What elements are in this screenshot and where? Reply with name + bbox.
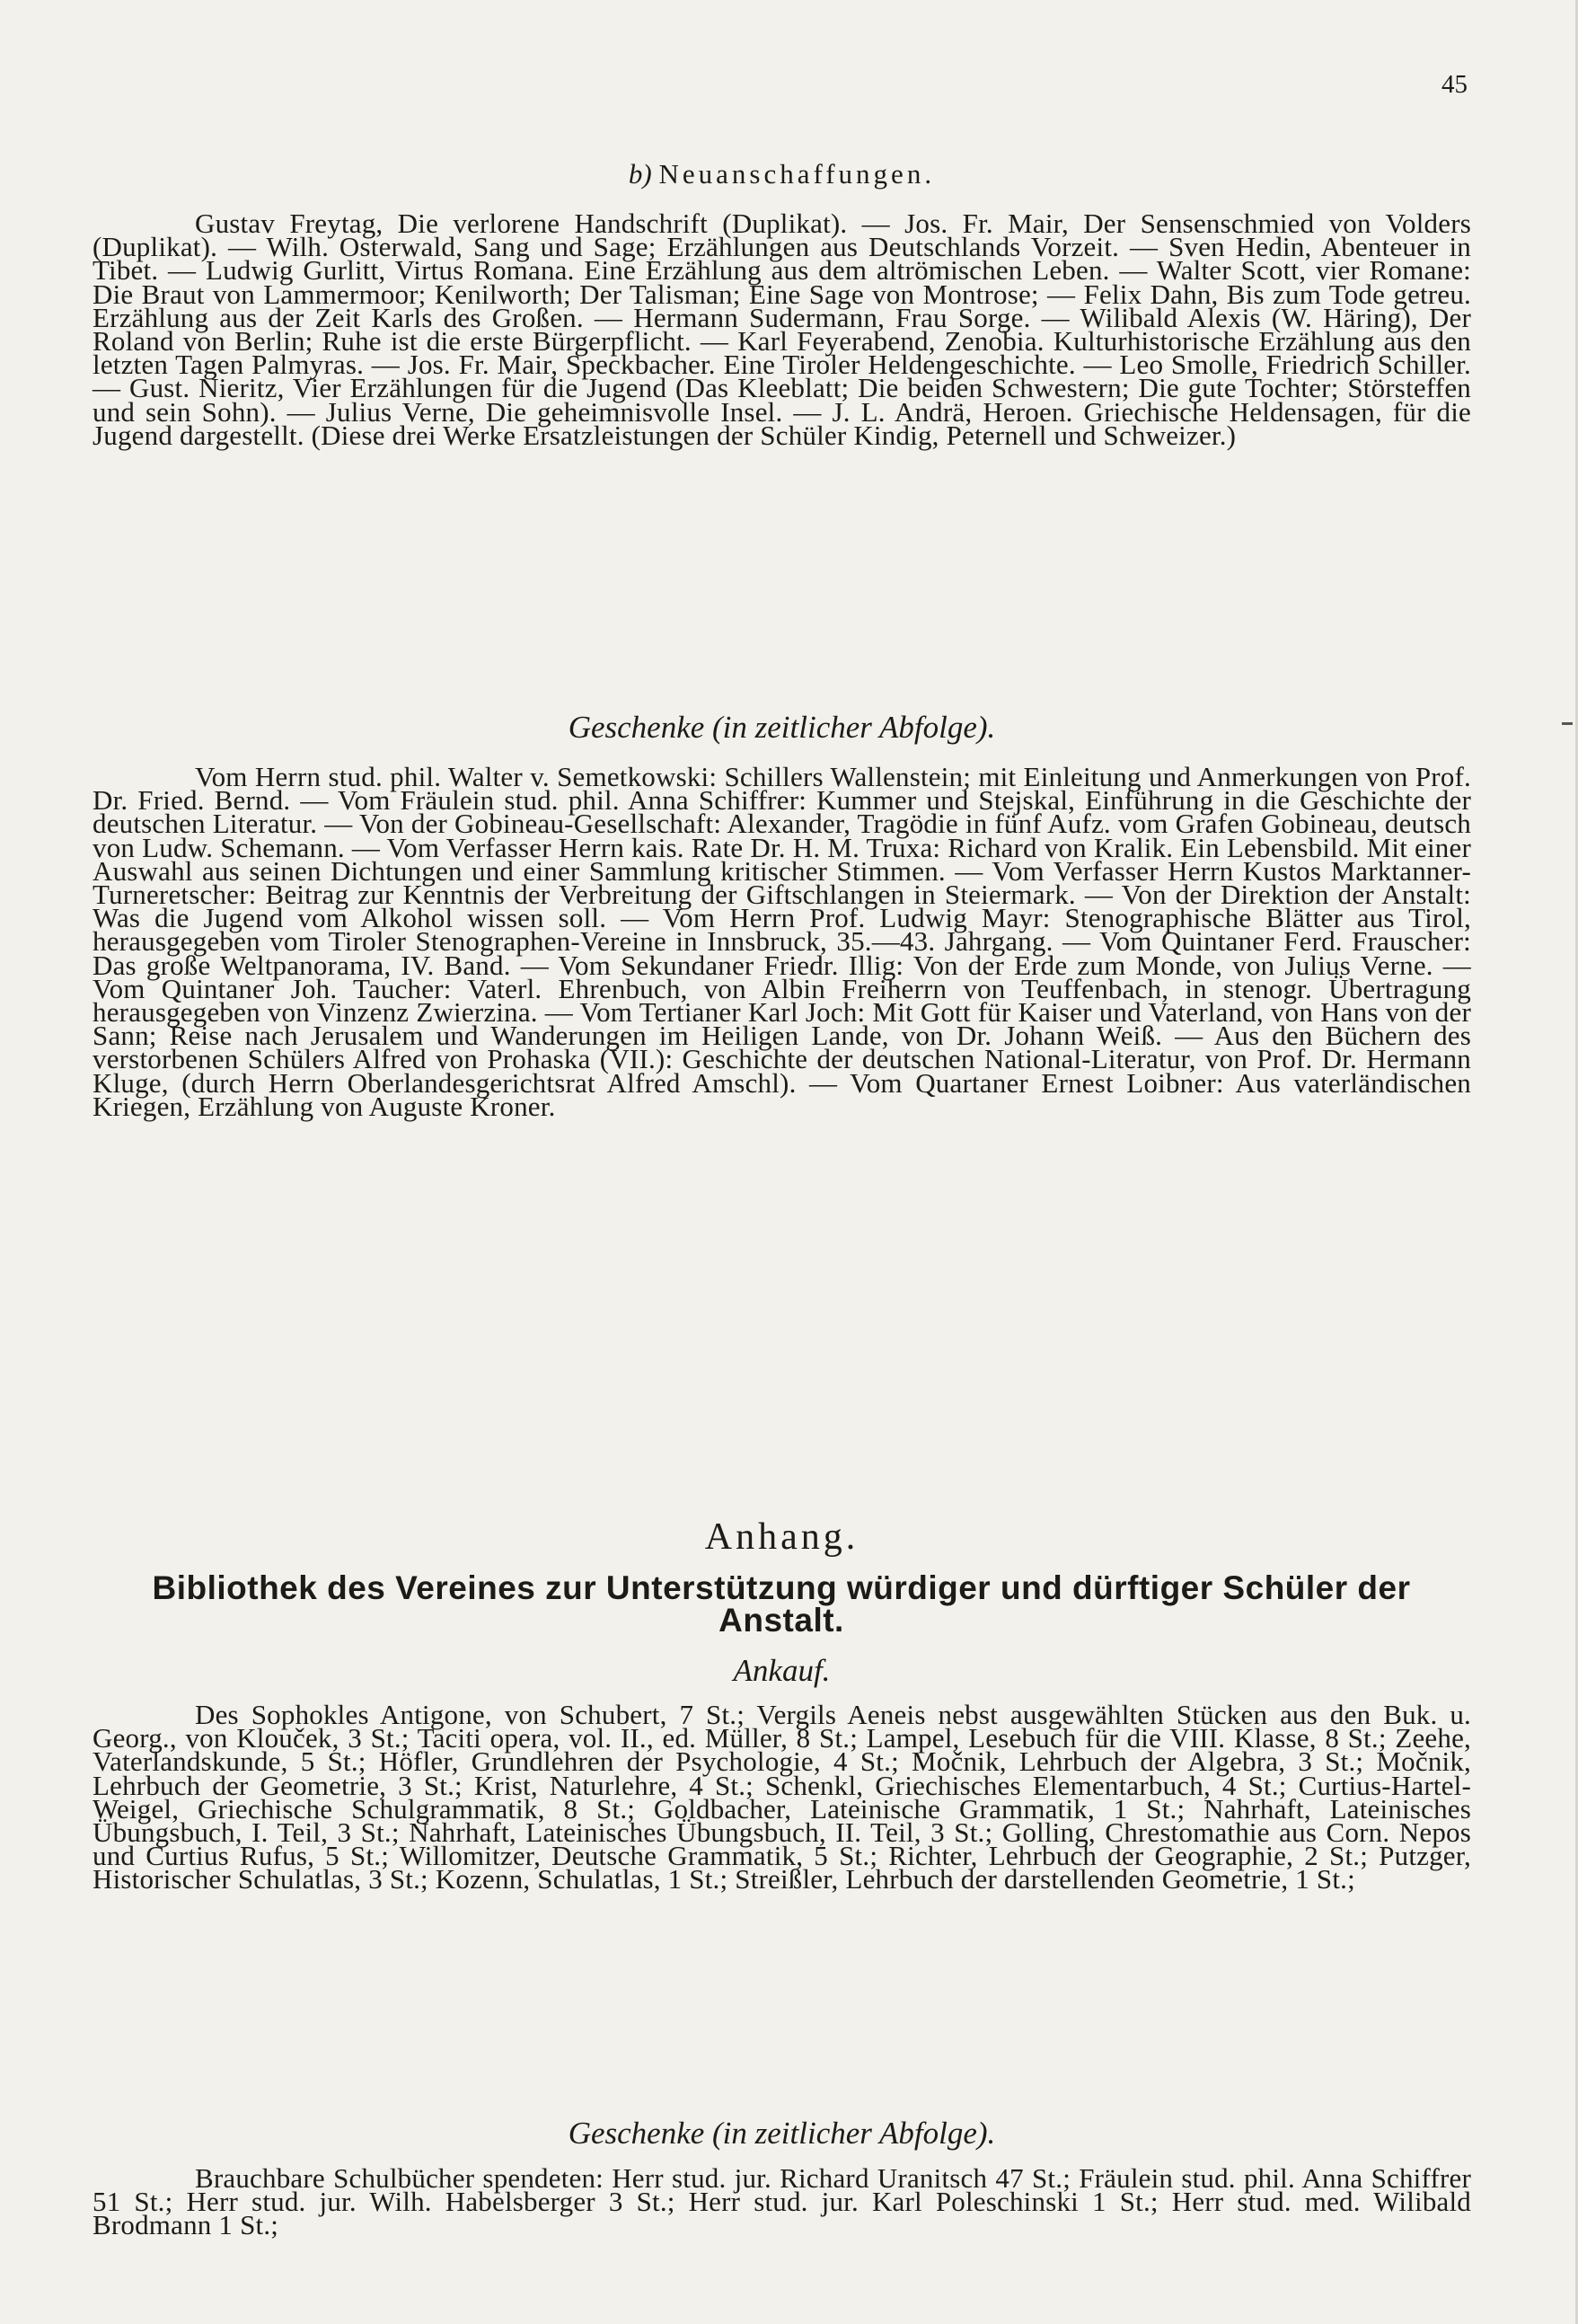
paragraph-geschenke-1: Vom Herrn stud. phil. Walter v. Semetkowski: Schillers Wallenstein; mit Einleitung und Anmerkungen von Prof. Dr. Fried. Bernd. — Vom Fräulein stud. phil. Anna Schiffrer: Kummer und Stejskal, Einführung in die Geschichte der deutschen Literatur. — Von der Gobineau-Gesellschaft: Alexander, Tragödie in fünf Aufz. vom Grafen Gobineau, deutsch von Ludw. Schemann. — Vom Verfasser Herrn kais. Rate Dr. H. M. Truxa: Richard von Kralik. Ein Lebensbild. Mit einer Auswahl aus seinen Dichtungen und einer Sammlung kritischer Stimmen. — Vom Verfasser Herrn Kustos Marktanner-Turneretscher: Beitrag zur Kenntnis der Verbreitung der Giftschlangen in Steiermark. — Von der Direktion der Anstalt: Was die Jugend vom Alkohol wissen soll. — Vom Herrn Prof. Ludwig Mayr: Stenographische Blätter aus Tirol, herausgegeben vom Tiroler Stenographen-Vereine in Innsbruck, 35.—43. Jahrgang. — Vom Quintaner Ferd. Frauscher: Das große Weltpanorama, IV. Band. — Vom Sekundaner Friedr. Illig: Von der Erde zum Monde, von Julius Verne. — Vom Quintaner Joh. Taucher: Vaterl. Ehrenbuch, von Albin Freiherrn von Teuffenbach, in stenogr. Übertragung herausgegeben von Vinzenz Zwierzina. — Vom Tertianer Karl Joch: Mit Gott für Kaiser und Vaterland, von Hans von der Sann; Reise nach Jerusalem und Wanderungen im Heiligen Lande, von Dr. Johann Weiß. — Aus den Büchern des verstorbenen Schülers Alfred von Prohaska (VII.): Geschichte der deutschen National-Literatur, von Prof. Dr. Hermann Kluge, (durch Herrn Oberlandesgerichtsrat Alfred Amschl). — Vom Quartaner Ernest Loibner: Aus vaterländischen Kriegen, Erzählung von Auguste Kroner.: [93, 761, 1471, 1122]
heading-anhang: Anhang.: [704, 1516, 860, 1558]
page-number: 45: [1441, 70, 1468, 99]
heading-geschenke-1: Geschenke (in zeitlicher Abfolge).: [568, 710, 996, 745]
section-letter: b): [628, 158, 652, 190]
paragraph-geschenke-2: Brauchbare Schulbücher spendeten: Herr stud. jur. Richard Uranitsch 47 St.; Fräulein stud. phil. Anna Schiffrer 51 St.; Herr stud. jur. Wilh. Habelsberger 3 St.; Herr stud. jur. Karl Poleschinski 1 St.; Herr stud. med. Wilibald Brodmann 1 St.;: [93, 2162, 1471, 2241]
margin-mark: [1562, 722, 1573, 725]
section-title: Neuanschaffungen.: [658, 158, 936, 190]
section-neuanschaffungen: [93, 158, 1471, 190]
heading-geschenke-2: Geschenke (in zeitlicher Abfolge).: [568, 2116, 996, 2151]
paragraph-neuanschaffungen-block: [93, 208, 1471, 451]
section-heading: [93, 158, 1471, 190]
paragraph-ankauf: Des Sophokles Antigone, von Schubert, 7 St.; Vergils Aeneis nebst ausgewählten Stücken aus den Buk. u. Georg., von Klouček, 3 St.; Taciti opera, vol. II., ed. Müller, 8 St.; Lampel, Lesebuch für die VIII. Klasse, 8 St.; Zeehe, Vaterlandskunde, 5 St.; Höfler, Grundlehren der Psychologie, 4 St.; Močnik, Lehrbuch der Algebra, 3 St.; Močnik, Lehrbuch der Geometrie, 3 St.; Krist, Naturlehre, 4 St.; Schenkl, Griechisches Elementarbuch, 4 St.; Curtius-Hartel-Weigel, Griechische Schulgrammatik, 8 St.; Goldbacher, Lateinische Grammatik, 1 St.; Nahrhaft, Lateinisches Übungsbuch, I. Teil, 3 St.; Nahrhaft, Lateinisches Übungsbuch, II. Teil, 3 St.; Golling, Chrestomathie aus Corn. Nepos und Curtius Rufus, 5 St.; Willomitzer, Deutsche Grammatik, 5 St.; Richter, Lehrbuch der Geographie, 2 St.; Putzger, Historischer Schulatlas, 3 St.; Kozenn, Schulatlas, 1 St.; Streißler, Lehrbuch der darstellenden Geometrie, 1 St.;: [93, 1699, 1471, 1895]
heading-ankauf: Ankauf.: [733, 1653, 831, 1688]
paragraph-neuanschaffungen: Gustav Freytag, Die verlorene Handschrift (Duplikat). — Jos. Fr. Mair, Der Sensenschmied von Volders (Duplikat). — Wilh. Osterwald, Sang und Sage; Erzählungen aus Deutschlands Vorzeit. — Sven Hedin, Abenteuer in Tibet. — Ludwig Gurlitt, Virtus Romana. Eine Erzählung aus dem altrömischen Leben. — Walter Scott, vier Romane: Die Braut von Lammermoor; Kenilworth; Der Talisman; Eine Sage von Montrose; — Felix Dahn, Bis zum Tode getreu. Erzählung aus der Zeit Karls des Großen. — Hermann Sudermann, Frau Sorge. — Wilibald Alexis (W. Häring), Der Roland von Berlin; Ruhe ist die erste Bürgerpflicht. — Karl Feyerabend, Zenobia. Kulturhistorische Erzählung aus den letzten Tagen Palmyras. — Jos. Fr. Mair, Speckbacher. Eine Tiroler Heldengeschichte. — Leo Smolle, Friedrich Schiller. — Gust. Nieritz, Vier Erzählungen für die Jugend (Das Kleeblatt; Die beiden Schwestern; Die gute Tochter; Störsteffen und sein Sohn). — Julius Verne, Die geheimnisvolle Insel. — J. L. Andrä, Heroen. Griechische Heldensagen, für die Jugend dargestellt. (Diese drei Werke Ersatzleistungen der Schüler Kindig, Peternell und Schweizer.): [93, 208, 1471, 451]
heading-bibliothek: Bibliothek des Vereines zur Unterstützung würdiger und dürftiger Schüler der Anstalt.: [152, 1569, 1411, 1639]
